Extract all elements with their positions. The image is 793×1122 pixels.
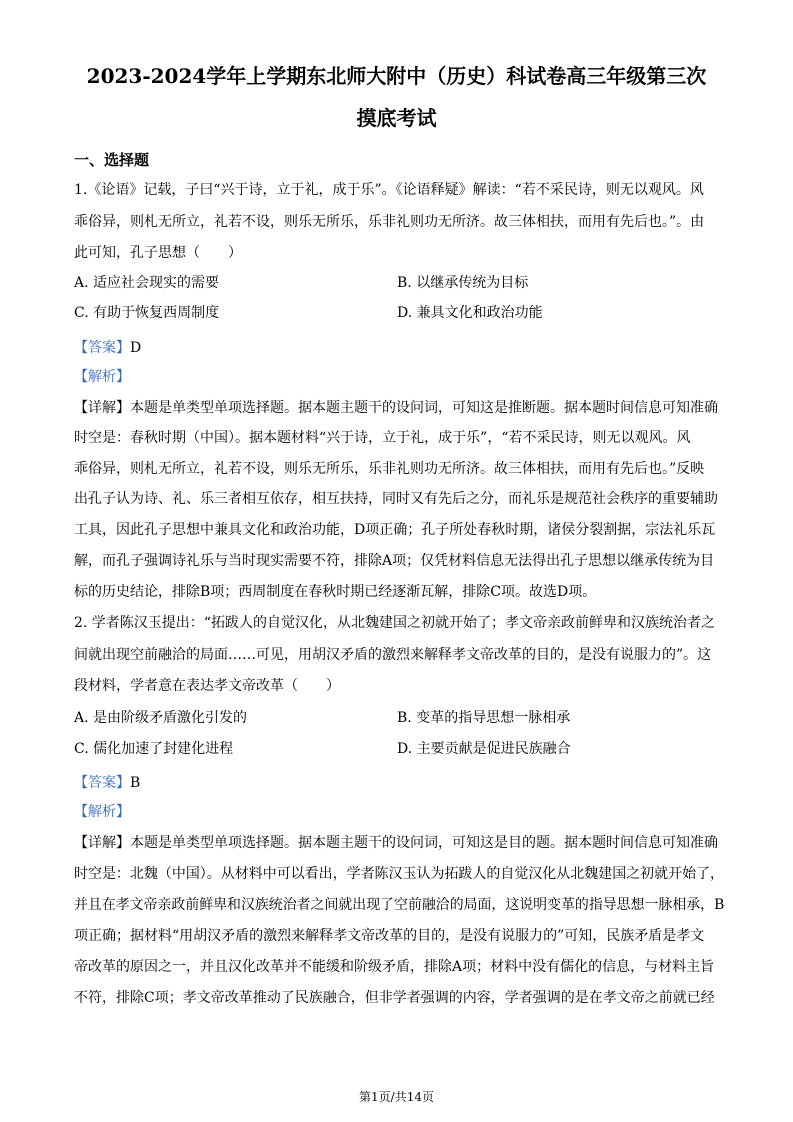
detail-text: 本题是单类型单项选择题。据本题主题干的设问词，可知这是目的题。据本题时间信息可知准确 <box>130 835 718 851</box>
q1-stem-line: 乖俗异，则札无所立，礼若不设，则乐无所乐，乐非礼则功无所济。故三体相扶，而用有先后也。”。由 <box>74 214 705 230</box>
q1-detail-line: 解，而孔子强调诗礼乐与当时现实需要不符，排除A项；仅凭材料信息无法得出孔子思想以继承传统为目 <box>74 553 715 569</box>
q2-stem-line: 间就出现空前融洽的局面……可见，用胡汉矛盾的激烈来解释孝文帝改革的目的，是没有说服力的”。这 <box>74 647 712 663</box>
detail-tag: 【详解】 <box>74 400 130 416</box>
q2-detail-line: 帝改革的原因之一，并且汉化改革并不能缓和阶级矛盾，排除A项；材料中没有儒化的信息，与材料主旨 <box>74 959 715 975</box>
q1-analysis-tag: 【解析】 <box>74 369 130 385</box>
answer-value: B <box>130 775 141 791</box>
q2-answer <box>74 773 724 793</box>
q2-detail-line <box>74 833 724 853</box>
q2-option-a: A. 是由阶级矛盾激化引发的 <box>74 710 248 726</box>
answer-value: D <box>130 340 142 356</box>
answer-tag: 【答案】 <box>74 340 130 356</box>
q1-stem-line: 此可知，孔子思想（ ） <box>74 245 242 261</box>
q2-option-c: C. 儒化加速了封建化进程 <box>74 741 234 757</box>
q2-stem-line: 2. 学者陈汉玉提出：“拓跋人的自觉汉化，从北魏建国之初就开始了；孝文帝亲政前鲜卑和汉族统治者之 <box>74 615 715 631</box>
document-title-line2: 摸底考试 <box>356 106 437 130</box>
q2-detail-line: 时空是：北魏（中国）。从材料中可以看出，学者陈汉玉认为拓跋人的自觉汉化从北魏建国之初就开始了， <box>74 866 725 882</box>
q1-option-c: C. 有助于恢复西周制度 <box>74 305 220 321</box>
section-heading: 一、选择题 <box>74 151 150 169</box>
q2-stem-line: 段材料，学者意在表达孝文帝改革（ ） <box>74 678 340 694</box>
q2-detail-line: 不符，排除C项；孝文帝改革推动了民族融合，但非学者强调的内容，学者强调的是在孝文帝之前就已经 <box>74 990 715 1006</box>
q2-option-d: D. 主要贡献是促进民族融合 <box>397 741 571 757</box>
q1-detail-line: 时空是：春秋时期（中国）。据本题材料“兴于诗，立于礼，成于乐”，“若不采民诗，则无以观风。风 <box>74 430 691 446</box>
q2-detail-line: 并且在孝文帝亲政前鲜卑和汉族统治者之间就出现了空前融洽的局面，这说明变革的指导思想一脉相承，B <box>74 897 725 913</box>
q1-detail-line: 工具，因此孔子思想中兼具文化和政治功能，D项正确；孔子所处春秋时期，诸侯分裂割据，宗法礼乐瓦 <box>74 522 716 538</box>
q1-detail-line: 出孔子认为诗、礼、乐三者相互依存，相互扶持，同时又有先后之分，而礼乐是规范社会秩序的重要辅助 <box>74 491 718 507</box>
q2-option-b: B. 变革的指导思想一脉相承 <box>397 710 571 726</box>
page-number: 第1页/共14页 <box>359 1090 434 1104</box>
q1-detail-line: 乖俗异，则札无所立，礼若不设，则乐无所乐，乐非礼则功无所济。故三体相扶，而用有先后也。”反映 <box>74 461 705 477</box>
q1-detail-line <box>74 398 724 418</box>
q1-option-b: B. 以继承传统为目标 <box>397 275 529 291</box>
detail-text: 本题是单类型单项选择题。据本题主题干的设问词，可知这是推断题。据本题时间信息可知准确 <box>130 400 718 416</box>
document-title-line1: 2023-2024学年上学期东北师大附中（历史）科试卷高三年级第三次 <box>86 64 707 88</box>
q2-analysis-tag: 【解析】 <box>74 804 130 820</box>
q1-stem-line: 1.《论语》记载，子曰“兴于诗，立于礼，成于乐”。《论语释疑》解读：“若不采民诗，则无以观风。风 <box>74 182 704 198</box>
q2-detail-line: 项正确；据材料“用胡汉矛盾的激烈来解释孝文帝改革的目的，是没有说服力的”可知，民族矛盾是孝文 <box>74 928 705 944</box>
detail-tag: 【详解】 <box>74 835 130 851</box>
q1-option-a: A. 适应社会现实的需要 <box>74 275 220 291</box>
q1-answer <box>74 338 724 358</box>
answer-tag: 【答案】 <box>74 775 130 791</box>
q1-option-d: D. 兼具文化和政治功能 <box>397 305 543 321</box>
q1-detail-line: 标的历史结论，排除B项；西周制度在春秋时期已经逐渐瓦解，排除C项。故选D项。 <box>74 584 597 600</box>
